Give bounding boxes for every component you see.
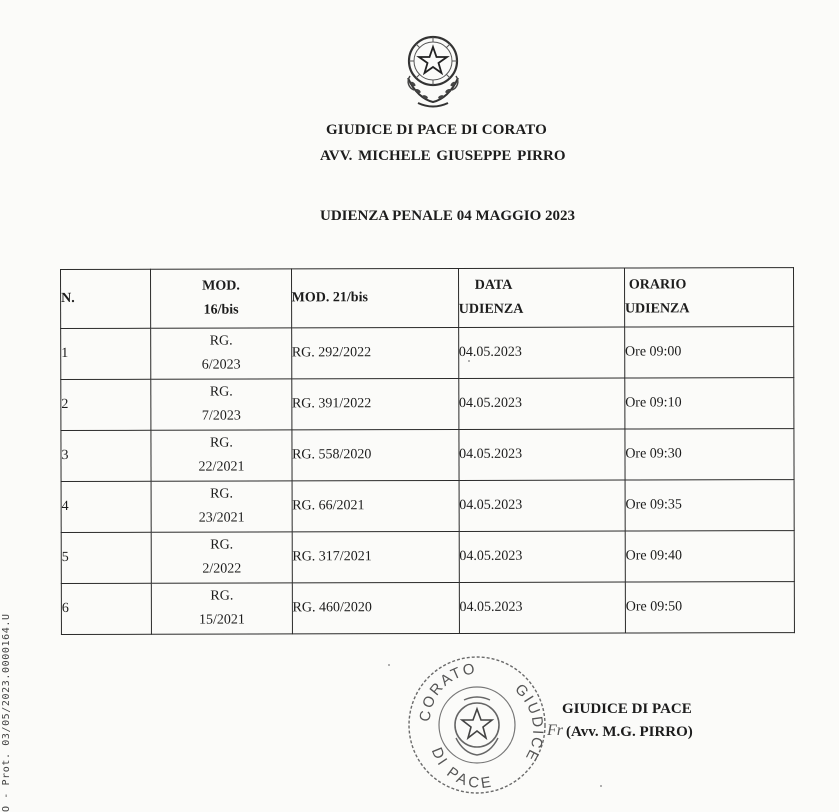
- cell-n: 4: [61, 481, 152, 532]
- scan-speck: [468, 360, 470, 362]
- cell-mod16: RG. 23/2021: [151, 481, 291, 532]
- cell-data: 04.05.2023: [459, 582, 625, 633]
- scan-speck: [388, 664, 390, 666]
- table-row: [61, 480, 794, 533]
- cell-data: 04.05.2023: [459, 531, 625, 582]
- protocol-number: O - Prot. 03/05/2023.0000164.U: [1, 613, 12, 812]
- table-row: [61, 429, 794, 482]
- court-seal-stamp: [402, 650, 552, 800]
- seal-text-right: GIUDICE: [511, 680, 547, 766]
- hearing-schedule-table: [60, 267, 795, 635]
- table-row: [61, 531, 794, 584]
- table-row: [61, 327, 794, 380]
- judge-name: AVV. MICHELE GIUSEPPE PIRRO: [320, 148, 566, 164]
- cell-n: 6: [61, 583, 152, 634]
- cell-mod21: RG. 292/2022: [291, 327, 458, 378]
- cell-mod16: RG. 2/2022: [152, 532, 292, 583]
- table-row: [61, 378, 794, 431]
- cell-data: 04.05.2023: [459, 480, 625, 531]
- cell-data: 04.05.2023: [459, 429, 625, 480]
- seal-emblem-icon: [455, 697, 499, 755]
- header-data-udienza: DATA UDIENZA: [458, 268, 624, 327]
- hearing-title: UDIENZA PENALE 04 MAGGIO 2023: [320, 208, 576, 224]
- cell-mod21: RG. 558/2020: [292, 429, 459, 480]
- cell-orario: Ore 09:00: [624, 327, 793, 378]
- table-row: [61, 582, 794, 635]
- svg-text:GIUDICE: [511, 681, 546, 766]
- cell-data: 04.05.2023: [458, 327, 624, 378]
- header-mod21: MOD. 21/bis: [291, 268, 458, 327]
- seal-text-top: CORATO: [416, 660, 478, 723]
- cell-mod21: RG. 66/2021: [292, 480, 459, 531]
- cell-mod16: RG. 15/2021: [152, 583, 292, 634]
- cell-mod21: RG. 460/2020: [292, 582, 459, 633]
- header-mod16: MOD. 16/bis: [151, 269, 291, 328]
- court-name: GIUDICE DI PACE DI CORATO: [326, 122, 547, 138]
- protocol-stamp-vertical: [0, 591, 18, 812]
- cell-orario: Ore 09:50: [625, 582, 794, 633]
- header-n: N.: [61, 269, 152, 328]
- svg-text:CORATO: [417, 660, 478, 722]
- cell-orario: Ore 09:40: [625, 531, 794, 582]
- cell-n: 2: [61, 379, 152, 430]
- cell-orario: Ore 09:10: [625, 378, 794, 429]
- cell-mod21: RG. 391/2022: [291, 378, 458, 429]
- cell-orario: Ore 09:30: [625, 429, 794, 480]
- cell-data: 04.05.2023: [458, 378, 624, 429]
- cell-n: 1: [61, 328, 152, 379]
- italian-republic-emblem-icon: [400, 30, 466, 110]
- scan-speck: [600, 785, 602, 787]
- signature-title: GIUDICE DI PACE: [562, 701, 692, 717]
- handwritten-signature: Fr: [547, 722, 563, 739]
- cell-n: 3: [61, 430, 152, 481]
- table-header-row: [61, 268, 794, 329]
- cell-mod16: RG. 6/2023: [151, 328, 291, 379]
- seal-text-bottom: DI PACE: [427, 745, 496, 793]
- cell-n: 5: [61, 532, 152, 583]
- header-orario-udienza: ORARIO UDIENZA: [624, 268, 793, 327]
- signature-name: (Avv. M.G. PIRRO): [566, 724, 693, 740]
- cell-mod16: RG. 7/2023: [151, 379, 291, 430]
- cell-mod16: RG. 22/2021: [151, 430, 291, 481]
- cell-orario: Ore 09:35: [625, 480, 794, 531]
- cell-mod21: RG. 317/2021: [292, 531, 459, 582]
